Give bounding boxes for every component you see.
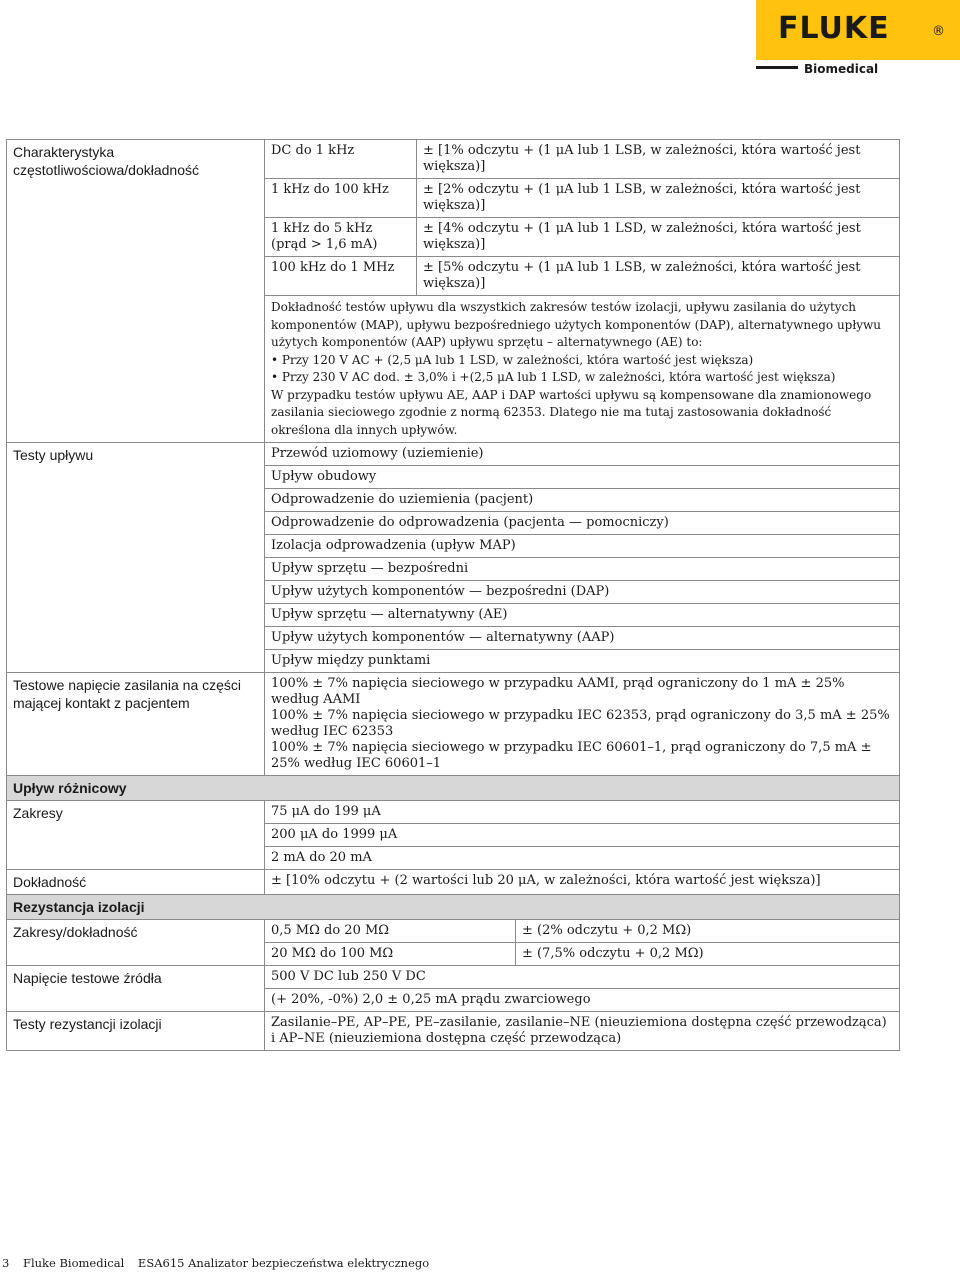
leakage-item: Upływ użytych komponentów — alternatywny (AAP): [265, 627, 900, 650]
insulation-tests-label: Testy rezystancji izolacji: [7, 1012, 265, 1051]
logo-subbrand: Biomedical: [804, 62, 879, 76]
differential-accuracy-label: Dokładność: [7, 870, 265, 895]
table-row: [7, 1012, 900, 1051]
insulation-accuracy-2: ± (7,5% odczytu + 0,2 MΩ): [516, 943, 900, 966]
freq-note-compensation: W przypadku testów upływu AE, AAP i DAP wartości upływu są kompensowane dla znamionowego zasilania sieciowego zgodnie z normą 62353. Dlatego nie ma tutaj zastosowania dokładność określona dla innych upływów.: [271, 387, 872, 437]
mains-line-iec62353: 100% ± 7% napięcia sieciowego w przypadku IEC 62353, prąd ograniczony do 3,5 mA ± 25% według IEC 62353: [271, 708, 890, 739]
leakage-item: Izolacja odprowadzenia (upływ MAP): [265, 535, 900, 558]
leakage-label: Testy upływu: [7, 443, 265, 673]
insulation-tests: Zasilanie–PE, AP–PE, PE–zasilanie, zasilanie–NE (nieuziemiona dostępna część przewodząca) i AP–NE (nieuziemiona dostępna część przewodząca): [265, 1012, 900, 1051]
insulation-current: (+ 20%, -0%) 2,0 ± 0,25 mA prądu zwarciowego: [265, 989, 900, 1012]
freq-label: Charakterystyka częstotliwościowa/dokładność: [7, 140, 265, 443]
leakage-item: Upływ sprzętu — alternatywny (AE): [265, 604, 900, 627]
logo-bar: [756, 66, 798, 69]
differential-ranges-label: Zakresy: [7, 801, 265, 870]
table-row: [7, 966, 900, 989]
footer-brand: Fluke Biomedical: [22, 1256, 125, 1270]
leakage-item: Odprowadzenie do odprowadzenia (pacjenta — pomocniczy): [265, 512, 900, 535]
table-row: [7, 443, 900, 466]
table-row: [7, 776, 900, 801]
freq-range-1: DC do 1 kHz: [265, 140, 417, 179]
page-footer: [2, 1256, 439, 1270]
insulation-voltage-label: Napięcie testowe źródła: [7, 966, 265, 1012]
logo-registered-mark: ®: [932, 24, 945, 39]
insulation-range-2: 20 MΩ do 100 MΩ: [265, 943, 516, 966]
leakage-item: Odprowadzenie do uziemienia (pacjent): [265, 489, 900, 512]
freq-range-2: 1 kHz do 100 kHz: [265, 179, 417, 218]
freq-value-3: ± [4% odczytu + (1 μA lub 1 LSD, w zależności, która wartość jest większa)]: [417, 218, 900, 257]
leakage-item: Upływ obudowy: [265, 466, 900, 489]
freq-note-bullet-230v: • Przy 230 V AC dod. ± 3,0% i +(2,5 μA lub 1 LSD, w zależności, która wartość jest większa): [271, 370, 836, 384]
freq-note-intro: Dokładność testów upływu dla wszystkich zakresów testów izolacji, upływu zasilania do użytych komponentów (MAP), upływu bezpośredniego użytych komponentów (DAP), alternatywnego upływu użytych komponentów (AAP) upływu sprzętu – alternatywnego (AE) to:: [271, 300, 882, 349]
mains-values: [265, 673, 900, 776]
differential-section-title: Upływ różnicowy: [7, 776, 900, 801]
mains-line-iec60601: 100% ± 7% napięcia sieciowego w przypadku IEC 60601–1, prąd ograniczony do 7,5 mA ± 25% według IEC 60601–1: [271, 740, 872, 771]
differential-range: 200 μA do 1999 μA: [265, 824, 900, 847]
fluke-biomedical-logo: [756, 0, 960, 80]
freq-note: [265, 296, 900, 443]
table-row: [7, 920, 900, 943]
footer-page-number: 3: [2, 1256, 10, 1270]
table-row: [7, 140, 900, 179]
insulation-voltage: 500 V DC lub 250 V DC: [265, 966, 900, 989]
freq-range-3: 1 kHz do 5 kHz (prąd > 1,6 mA): [265, 218, 417, 257]
differential-range: 2 mA do 20 mA: [265, 847, 900, 870]
freq-note-bullet-120v: • Przy 120 V AC + (2,5 μA lub 1 LSD, w zależności, która wartość jest większa): [271, 352, 754, 367]
table-row: [7, 673, 900, 776]
insulation-ranges-label: Zakresy/dokładność: [7, 920, 265, 966]
freq-range-4: 100 kHz do 1 MHz: [265, 257, 417, 296]
footer-document-title: ESA615 Analizator bezpieczeństwa elektrycznego: [137, 1256, 430, 1270]
insulation-accuracy-1: ± (2% odczytu + 0,2 MΩ): [516, 920, 900, 943]
differential-accuracy: ± [10% odczytu + (2 wartości lub 20 μA, w zależności, która wartość jest większa)]: [265, 870, 900, 895]
leakage-item: Upływ użytych komponentów — bezpośredni (DAP): [265, 581, 900, 604]
mains-line-aami: 100% ± 7% napięcia sieciowego w przypadku AAMI, prąd ograniczony do 1 mA ± 25% według AAMI: [271, 676, 845, 707]
insulation-range-1: 0,5 MΩ do 20 MΩ: [265, 920, 516, 943]
freq-value-2: ± [2% odczytu + (1 μA lub 1 LSB, w zależności, która wartość jest większa)]: [417, 179, 900, 218]
differential-range: 75 μA do 199 μA: [265, 801, 900, 824]
logo-brand: FLUKE: [778, 11, 890, 46]
freq-value-4: ± [5% odczytu + (1 μA lub 1 LSB, w zależności, która wartość jest większa)]: [417, 257, 900, 296]
leakage-item: Przewód uziomowy (uziemienie): [265, 443, 900, 466]
insulation-section-title: Rezystancja izolacji: [7, 895, 900, 920]
table-row: [7, 895, 900, 920]
mains-label: Testowe napięcie zasilania na części mającej kontakt z pacjentem: [7, 673, 265, 776]
table-row: [7, 870, 900, 895]
leakage-item: Upływ sprzętu — bezpośredni: [265, 558, 900, 581]
logo-yellow-box: [756, 0, 960, 60]
leakage-item: Upływ między punktami: [265, 650, 900, 673]
freq-value-1: ± [1% odczytu + (1 μA lub 1 LSB, w zależności, która wartość jest większa)]: [417, 140, 900, 179]
table-row: [7, 801, 900, 824]
spec-table: [6, 139, 900, 1051]
